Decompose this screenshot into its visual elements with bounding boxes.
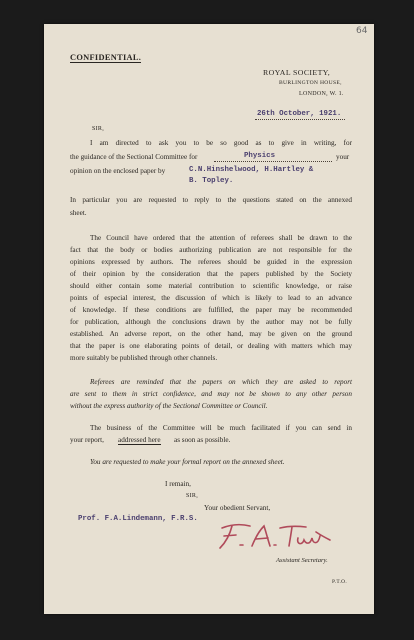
para5-line2-start: your report, xyxy=(70,436,104,444)
authors-line-1: C.N.Hinshelwood, H.Hartley & xyxy=(189,166,314,174)
para5-line2-end: as soon as possible. xyxy=(174,436,231,444)
para3-line: that the paper is one elaborating points of detail, or dealing with matters which may xyxy=(70,342,352,350)
para4-line: are sent to them in strict confidence, and may not be shown to any other person xyxy=(70,390,352,398)
authors-line-2: B. Topley. xyxy=(189,177,234,185)
para5-line1: The business of the Committee will be much facilitated if you can send in xyxy=(90,424,352,432)
confidential-heading: CONFIDENTIAL. xyxy=(70,53,142,62)
para3-line: of knowledge. If these conditions are fulfilled, the paper may be recommended xyxy=(70,306,352,314)
para1-line2-start: the guidance of the Sectional Committee for xyxy=(70,153,198,161)
para3-line: of their opinion by the consideration that the papers published by the Society xyxy=(70,270,352,278)
closing-servant: Your obedient Servant, xyxy=(204,504,271,512)
addressed-here-text: addressed here xyxy=(118,436,161,444)
para3-line: points of especial interest, the discussion of which is likely to lead to an advance xyxy=(70,294,352,302)
folio-number: 64 xyxy=(356,26,368,36)
pto-note: P.T.O. xyxy=(332,579,348,585)
para3-line: should either contain some material contribution to scientific knowledge, or raise xyxy=(70,282,352,290)
society-name: ROYAL SOCIETY, xyxy=(263,68,331,77)
para3-line: for publication, although the conclusions drawn by the author may not be fully xyxy=(70,318,352,326)
letter-date: 26th October, 1921. xyxy=(257,110,342,118)
para2-line2: sheet. xyxy=(70,209,87,217)
address-line-1: BURLINGTON HOUSE, xyxy=(279,80,342,86)
para3-line: The Council have ordered that the attention of referees shall be drawn to the xyxy=(90,234,352,242)
subject-dotted-line xyxy=(214,161,332,162)
para1-line3-start: opinion on the enclosed paper by xyxy=(70,167,166,175)
closing-sir: SIR, xyxy=(186,493,199,499)
date-dotted-line xyxy=(255,119,345,120)
para3-line: fact that the body or bodies authorizing publication are not responsible for the xyxy=(70,246,352,254)
para3-line: opinions expressed by authors. The referees should be guided in the expression xyxy=(70,258,352,266)
formal-report-note: You are requested to make your formal report on the annexed sheet. xyxy=(90,458,285,466)
para1-line2-end: your xyxy=(336,153,350,161)
signatory-title: Assistant Secretary. xyxy=(276,557,328,564)
closing-remain: I remain, xyxy=(165,480,191,488)
para4-line: Referees are reminded that the papers on which they are asked to report xyxy=(90,378,352,386)
para3-line: established. An adverse report, on the other hand, may be given on the ground xyxy=(70,330,352,338)
para4-line: without the express authority of the Sectional Committee or Council. xyxy=(70,402,268,410)
subject-field: Physics xyxy=(244,152,276,160)
recipient-name: Prof. F.A.Lindemann, F.R.S. xyxy=(78,515,198,523)
letter-sheet xyxy=(44,24,374,614)
address-line-2: LONDON, W. 1. xyxy=(299,91,344,97)
signature-image xyxy=(212,518,336,552)
para1-line1: I am directed to ask you to be so good as to give in writing, for xyxy=(90,139,352,147)
salutation: SIR, xyxy=(92,126,105,132)
para3-line: more suitably be published through other channels. xyxy=(70,354,218,362)
para2-line1: In particular you are requested to reply to the questions stated on the annexed xyxy=(70,196,352,204)
